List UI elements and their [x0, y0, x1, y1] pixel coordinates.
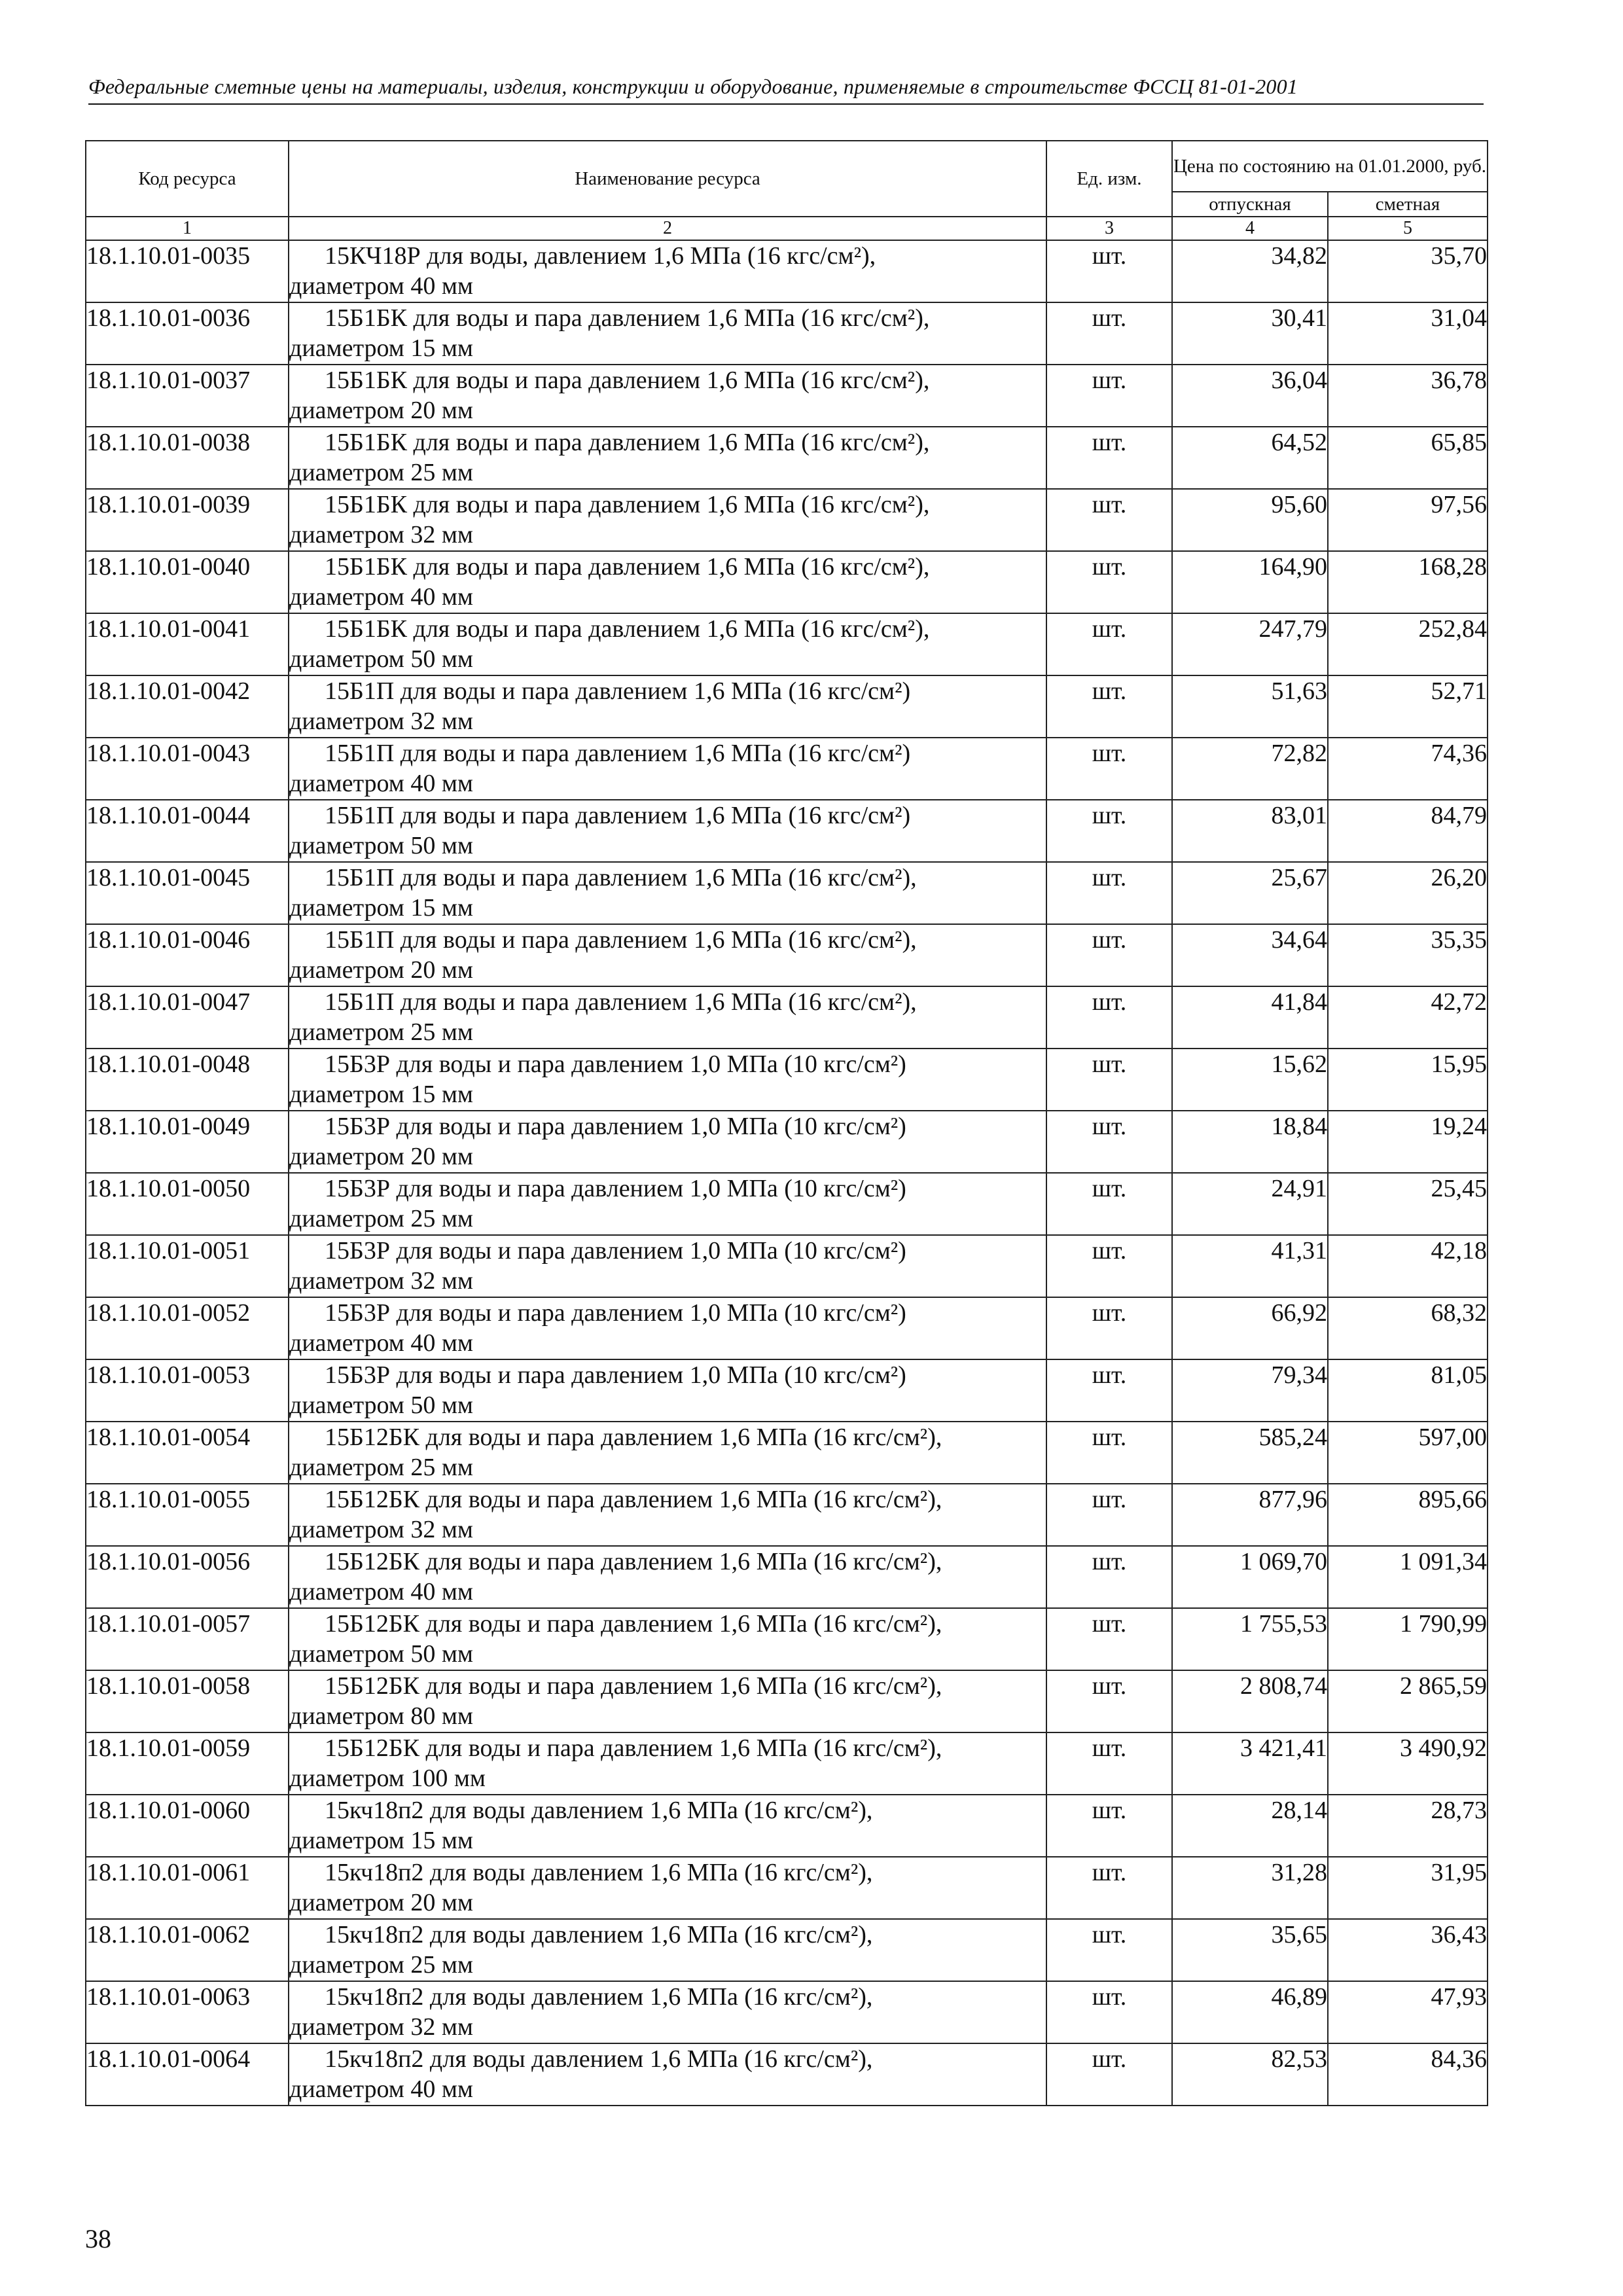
resource-code: 18.1.10.01-0046 — [86, 924, 289, 986]
release-price: 247,79 — [1172, 613, 1328, 675]
resource-name-line-2: диаметром 25 мм — [289, 1018, 473, 1046]
table-row — [86, 1857, 1488, 1919]
resource-name-line-2: диаметром 32 мм — [289, 2013, 473, 2041]
column-number-1: 1 — [86, 217, 289, 240]
table-row — [86, 675, 1488, 738]
resource-name-line-2: диаметром 20 мм — [289, 397, 473, 424]
resource-code: 18.1.10.01-0048 — [86, 1049, 289, 1111]
table-row — [86, 924, 1488, 986]
release-price: 28,14 — [1172, 1795, 1328, 1857]
column-number-3: 3 — [1046, 217, 1172, 240]
estimate-price: 35,70 — [1328, 240, 1488, 302]
resource-name — [289, 427, 1046, 489]
price-table-body — [86, 240, 1488, 2106]
release-price: 36,04 — [1172, 365, 1328, 427]
unit: шт. — [1046, 986, 1172, 1049]
resource-name — [289, 551, 1046, 613]
estimate-price: 42,18 — [1328, 1235, 1488, 1297]
estimate-price: 36,43 — [1328, 1919, 1488, 1981]
estimate-price: 65,85 — [1328, 427, 1488, 489]
table-row — [86, 302, 1488, 365]
resource-name — [289, 1919, 1046, 1981]
table-row — [86, 489, 1488, 551]
estimate-price: 3 490,92 — [1328, 1732, 1488, 1795]
unit: шт. — [1046, 675, 1172, 738]
resource-name-line-1: 15КЧ18Р для воды, давлением 1,6 МПа (16 кгс/см²), — [325, 242, 876, 270]
resource-name-line-1: 15Б1БК для воды и пара давлением 1,6 МПа (16 кгс/см²), — [325, 429, 930, 456]
release-price: 25,67 — [1172, 862, 1328, 924]
resource-name — [289, 1670, 1046, 1732]
resource-name — [289, 1422, 1046, 1484]
release-price: 18,84 — [1172, 1111, 1328, 1173]
table-row — [86, 800, 1488, 862]
table-row — [86, 986, 1488, 1049]
unit: шт. — [1046, 1981, 1172, 2043]
resource-name-line-1: 15Б3Р для воды и пара давлением 1,0 МПа (10 кгс/см²) — [325, 1175, 906, 1202]
resource-name-line-2: диаметром 25 мм — [289, 1951, 473, 1979]
release-price: 3 421,41 — [1172, 1732, 1328, 1795]
estimate-price: 2 865,59 — [1328, 1670, 1488, 1732]
release-price: 51,63 — [1172, 675, 1328, 738]
resource-name-line-1: 15Б12БК для воды и пара давлением 1,6 МПа (16 кгс/см²), — [325, 1734, 942, 1762]
resource-name — [289, 613, 1046, 675]
release-price: 31,28 — [1172, 1857, 1328, 1919]
resource-name — [289, 800, 1046, 862]
estimate-price: 52,71 — [1328, 675, 1488, 738]
table-row — [86, 1919, 1488, 1981]
unit: шт. — [1046, 1235, 1172, 1297]
resource-name — [289, 1795, 1046, 1857]
resource-name-line-2: диаметром 100 мм — [289, 1765, 486, 1792]
resource-name-line-2: диаметром 50 мм — [289, 645, 473, 673]
resource-code: 18.1.10.01-0042 — [86, 675, 289, 738]
resource-name-line-2: диаметром 40 мм — [289, 583, 473, 611]
unit: шт. — [1046, 1297, 1172, 1359]
resource-name — [289, 738, 1046, 800]
resource-name-line-2: диаметром 15 мм — [289, 1827, 473, 1854]
resource-name-line-2: диаметром 40 мм — [289, 1578, 473, 1605]
table-row — [86, 613, 1488, 675]
unit: шт. — [1046, 1173, 1172, 1235]
resource-code: 18.1.10.01-0040 — [86, 551, 289, 613]
resource-code: 18.1.10.01-0045 — [86, 862, 289, 924]
estimate-price: 19,24 — [1328, 1111, 1488, 1173]
resource-name-line-1: 15кч18п2 для воды давлением 1,6 МПа (16 кгс/см²), — [325, 1797, 873, 1824]
resource-name-line-1: 15Б1БК для воды и пара давлением 1,6 МПа (16 кгс/см²), — [325, 553, 930, 581]
column-header-price-group: Цена по состоянию на 01.01.2000, руб. — [1172, 141, 1488, 192]
resource-name-line-1: 15кч18п2 для воды давлением 1,6 МПа (16 кгс/см²), — [325, 1859, 873, 1886]
resource-name — [289, 924, 1046, 986]
estimate-price: 47,93 — [1328, 1981, 1488, 2043]
release-price: 1 755,53 — [1172, 1608, 1328, 1670]
estimate-price: 74,36 — [1328, 738, 1488, 800]
column-header-name: Наименование ресурса — [289, 141, 1046, 217]
table-row — [86, 1670, 1488, 1732]
estimate-price: 31,95 — [1328, 1857, 1488, 1919]
resource-name — [289, 1173, 1046, 1235]
resource-code: 18.1.10.01-0056 — [86, 1546, 289, 1608]
release-price: 82,53 — [1172, 2043, 1328, 2106]
release-price: 585,24 — [1172, 1422, 1328, 1484]
resource-code: 18.1.10.01-0054 — [86, 1422, 289, 1484]
table-row — [86, 862, 1488, 924]
resource-name — [289, 1857, 1046, 1919]
resource-name-line-2: диаметром 20 мм — [289, 1143, 473, 1170]
release-price: 41,84 — [1172, 986, 1328, 1049]
unit: шт. — [1046, 1111, 1172, 1173]
resource-name — [289, 240, 1046, 302]
resource-name-line-1: 15кч18п2 для воды давлением 1,6 МПа (16 кгс/см²), — [325, 1983, 873, 2011]
unit: шт. — [1046, 240, 1172, 302]
resource-code: 18.1.10.01-0052 — [86, 1297, 289, 1359]
resource-code: 18.1.10.01-0060 — [86, 1795, 289, 1857]
resource-code: 18.1.10.01-0053 — [86, 1359, 289, 1422]
unit: шт. — [1046, 2043, 1172, 2106]
resource-name — [289, 1359, 1046, 1422]
unit: шт. — [1046, 1857, 1172, 1919]
unit: шт. — [1046, 302, 1172, 365]
estimate-price: 15,95 — [1328, 1049, 1488, 1111]
resource-name-line-1: 15Б1БК для воды и пара давлением 1,6 МПа (16 кгс/см²), — [325, 615, 930, 643]
table-row — [86, 1235, 1488, 1297]
resource-name — [289, 1484, 1046, 1546]
resource-name-line-1: 15Б3Р для воды и пара давлением 1,0 МПа (10 кгс/см²) — [325, 1299, 906, 1327]
release-price: 34,64 — [1172, 924, 1328, 986]
column-header-estimate: сметная — [1328, 192, 1488, 217]
resource-name-line-2: диаметром 25 мм — [289, 459, 473, 486]
unit: шт. — [1046, 800, 1172, 862]
resource-name-line-2: диаметром 32 мм — [289, 708, 473, 735]
resource-name-line-2: диаметром 50 мм — [289, 1391, 473, 1419]
release-price: 164,90 — [1172, 551, 1328, 613]
resource-name-line-1: 15кч18п2 для воды давлением 1,6 МПа (16 кгс/см²), — [325, 1921, 873, 1948]
unit: шт. — [1046, 613, 1172, 675]
unit: шт. — [1046, 489, 1172, 551]
table-row — [86, 1359, 1488, 1422]
unit: шт. — [1046, 365, 1172, 427]
resource-code: 18.1.10.01-0061 — [86, 1857, 289, 1919]
release-price: 15,62 — [1172, 1049, 1328, 1111]
estimate-price: 1 790,99 — [1328, 1608, 1488, 1670]
unit: шт. — [1046, 1795, 1172, 1857]
column-number-5: 5 — [1328, 217, 1488, 240]
resource-code: 18.1.10.01-0064 — [86, 2043, 289, 2106]
resource-name — [289, 1111, 1046, 1173]
resource-name-line-2: диаметром 20 мм — [289, 956, 473, 984]
unit: шт. — [1046, 427, 1172, 489]
release-price: 30,41 — [1172, 302, 1328, 365]
release-price: 41,31 — [1172, 1235, 1328, 1297]
table-row — [86, 2043, 1488, 2106]
release-price: 2 808,74 — [1172, 1670, 1328, 1732]
resource-name-line-2: диаметром 50 мм — [289, 832, 473, 859]
resource-name — [289, 986, 1046, 1049]
resource-name — [289, 302, 1046, 365]
resource-name-line-2: диаметром 40 мм — [289, 770, 473, 797]
unit: шт. — [1046, 738, 1172, 800]
estimate-price: 895,66 — [1328, 1484, 1488, 1546]
resource-name — [289, 862, 1046, 924]
resource-name-line-2: диаметром 32 мм — [289, 521, 473, 548]
resource-name-line-1: 15кч18п2 для воды давлением 1,6 МПа (16 кгс/см²), — [325, 2045, 873, 2073]
resource-name-line-1: 15Б1П для воды и пара давлением 1,6 МПа (16 кгс/см²) — [325, 677, 911, 705]
resource-code: 18.1.10.01-0055 — [86, 1484, 289, 1546]
resource-name-line-1: 15Б1БК для воды и пара давлением 1,6 МПа (16 кгс/см²), — [325, 304, 930, 332]
release-price: 79,34 — [1172, 1359, 1328, 1422]
column-header-unit: Ед. изм. — [1046, 141, 1172, 217]
release-price: 64,52 — [1172, 427, 1328, 489]
resource-name-line-2: диаметром 15 мм — [289, 894, 473, 922]
resource-name-line-2: диаметром 40 мм — [289, 272, 473, 300]
release-price: 34,82 — [1172, 240, 1328, 302]
resource-code: 18.1.10.01-0058 — [86, 1670, 289, 1732]
release-price: 83,01 — [1172, 800, 1328, 862]
resource-code: 18.1.10.01-0051 — [86, 1235, 289, 1297]
estimate-price: 35,35 — [1328, 924, 1488, 986]
resource-code: 18.1.10.01-0035 — [86, 240, 289, 302]
resource-name — [289, 1049, 1046, 1111]
unit: шт. — [1046, 1732, 1172, 1795]
resource-name-line-2: диаметром 40 мм — [289, 1329, 473, 1357]
resource-name — [289, 489, 1046, 551]
column-header-code: Код ресурса — [86, 141, 289, 217]
resource-name-line-1: 15Б3Р для воды и пара давлением 1,0 МПа (10 кгс/см²) — [325, 1237, 906, 1265]
table-row — [86, 738, 1488, 800]
price-table-header — [86, 141, 1488, 240]
table-row — [86, 1422, 1488, 1484]
estimate-price: 168,28 — [1328, 551, 1488, 613]
resource-name-line-1: 15Б1П для воды и пара давлением 1,6 МПа (16 кгс/см²), — [325, 988, 917, 1016]
estimate-price: 81,05 — [1328, 1359, 1488, 1422]
estimate-price: 84,36 — [1328, 2043, 1488, 2106]
resource-name-line-2: диаметром 25 мм — [289, 1205, 473, 1232]
resource-code: 18.1.10.01-0039 — [86, 489, 289, 551]
estimate-price: 42,72 — [1328, 986, 1488, 1049]
table-row — [86, 365, 1488, 427]
running-header: Федеральные сметные цены на материалы, изделия, конструкции и оборудование, применяемые в строительстве ФССЦ 81-01-2001 — [88, 73, 1484, 105]
column-number-4: 4 — [1172, 217, 1328, 240]
resource-code: 18.1.10.01-0043 — [86, 738, 289, 800]
table-row — [86, 1111, 1488, 1173]
table-row — [86, 1049, 1488, 1111]
resource-name — [289, 2043, 1046, 2106]
table-row — [86, 427, 1488, 489]
resource-code: 18.1.10.01-0038 — [86, 427, 289, 489]
resource-name-line-1: 15Б1БК для воды и пара давлением 1,6 МПа (16 кгс/см²), — [325, 367, 930, 394]
table-row — [86, 1546, 1488, 1608]
release-price: 72,82 — [1172, 738, 1328, 800]
estimate-price: 84,79 — [1328, 800, 1488, 862]
resource-code: 18.1.10.01-0044 — [86, 800, 289, 862]
resource-name-line-1: 15Б12БК для воды и пара давлением 1,6 МПа (16 кгс/см²), — [325, 1486, 942, 1513]
resource-code: 18.1.10.01-0049 — [86, 1111, 289, 1173]
resource-name — [289, 1546, 1046, 1608]
resource-name-line-1: 15Б12БК для воды и пара давлением 1,6 МПа (16 кгс/см²), — [325, 1610, 942, 1638]
table-row — [86, 1608, 1488, 1670]
price-table — [85, 140, 1488, 2106]
table-row — [86, 1173, 1488, 1235]
release-price: 66,92 — [1172, 1297, 1328, 1359]
unit: шт. — [1046, 1919, 1172, 1981]
resource-name — [289, 1235, 1046, 1297]
resource-code: 18.1.10.01-0041 — [86, 613, 289, 675]
resource-code: 18.1.10.01-0037 — [86, 365, 289, 427]
resource-name-line-1: 15Б3Р для воды и пара давлением 1,0 МПа (10 кгс/см²) — [325, 1361, 906, 1389]
resource-name-line-2: диаметром 80 мм — [289, 1702, 473, 1730]
unit: шт. — [1046, 1422, 1172, 1484]
release-price: 1 069,70 — [1172, 1546, 1328, 1608]
resource-name-line-1: 15Б1П для воды и пара давлением 1,6 МПа (16 кгс/см²) — [325, 802, 911, 829]
release-price: 24,91 — [1172, 1173, 1328, 1235]
resource-name-line-2: диаметром 50 мм — [289, 1640, 473, 1668]
resource-name-line-1: 15Б12БК для воды и пара давлением 1,6 МПа (16 кгс/см²), — [325, 1548, 942, 1575]
page-number: 38 — [85, 2224, 111, 2253]
unit: шт. — [1046, 1670, 1172, 1732]
unit: шт. — [1046, 1359, 1172, 1422]
column-number-2: 2 — [289, 217, 1046, 240]
resource-name-line-1: 15Б1БК для воды и пара давлением 1,6 МПа (16 кгс/см²), — [325, 491, 930, 518]
table-row — [86, 551, 1488, 613]
resource-name — [289, 1297, 1046, 1359]
estimate-price: 25,45 — [1328, 1173, 1488, 1235]
resource-name-line-2: диаметром 32 мм — [289, 1516, 473, 1543]
table-row — [86, 1484, 1488, 1546]
resource-name-line-1: 15Б12БК для воды и пара давлением 1,6 МПа (16 кгс/см²), — [325, 1672, 942, 1700]
resource-code: 18.1.10.01-0050 — [86, 1173, 289, 1235]
table-row — [86, 1297, 1488, 1359]
resource-name-line-2: диаметром 15 мм — [289, 334, 473, 362]
unit: шт. — [1046, 551, 1172, 613]
estimate-price: 68,32 — [1328, 1297, 1488, 1359]
resource-name — [289, 675, 1046, 738]
release-price: 46,89 — [1172, 1981, 1328, 2043]
resource-name — [289, 365, 1046, 427]
unit: шт. — [1046, 1049, 1172, 1111]
resource-code: 18.1.10.01-0062 — [86, 1919, 289, 1981]
resource-name-line-2: диаметром 40 мм — [289, 2075, 473, 2103]
release-price: 95,60 — [1172, 489, 1328, 551]
unit: шт. — [1046, 1608, 1172, 1670]
estimate-price: 597,00 — [1328, 1422, 1488, 1484]
unit: шт. — [1046, 1484, 1172, 1546]
resource-name-line-2: диаметром 32 мм — [289, 1267, 473, 1295]
resource-name-line-2: диаметром 20 мм — [289, 1889, 473, 1916]
resource-code: 18.1.10.01-0057 — [86, 1608, 289, 1670]
resource-name-line-1: 15Б3Р для воды и пара давлением 1,0 МПа (10 кгс/см²) — [325, 1113, 906, 1140]
table-row — [86, 240, 1488, 302]
release-price: 877,96 — [1172, 1484, 1328, 1546]
table-row — [86, 1732, 1488, 1795]
resource-code: 18.1.10.01-0047 — [86, 986, 289, 1049]
estimate-price: 36,78 — [1328, 365, 1488, 427]
resource-name — [289, 1981, 1046, 2043]
estimate-price: 28,73 — [1328, 1795, 1488, 1857]
resource-name-line-2: диаметром 25 мм — [289, 1454, 473, 1481]
resource-name-line-1: 15Б3Р для воды и пара давлением 1,0 МПа (10 кгс/см²) — [325, 1050, 906, 1078]
resource-name-line-2: диаметром 15 мм — [289, 1081, 473, 1108]
estimate-price: 252,84 — [1328, 613, 1488, 675]
resource-name-line-1: 15Б1П для воды и пара давлением 1,6 МПа (16 кгс/см²), — [325, 864, 917, 891]
resource-name-line-1: 15Б1П для воды и пара давлением 1,6 МПа (16 кгс/см²), — [325, 926, 917, 954]
unit: шт. — [1046, 924, 1172, 986]
table-row — [86, 1795, 1488, 1857]
resource-name-line-1: 15Б12БК для воды и пара давлением 1,6 МПа (16 кгс/см²), — [325, 1424, 942, 1451]
estimate-price: 26,20 — [1328, 862, 1488, 924]
table-row — [86, 1981, 1488, 2043]
resource-name — [289, 1608, 1046, 1670]
resource-code: 18.1.10.01-0059 — [86, 1732, 289, 1795]
estimate-price: 97,56 — [1328, 489, 1488, 551]
unit: шт. — [1046, 862, 1172, 924]
resource-code: 18.1.10.01-0063 — [86, 1981, 289, 2043]
release-price: 35,65 — [1172, 1919, 1328, 1981]
resource-code: 18.1.10.01-0036 — [86, 302, 289, 365]
column-header-release: отпускная — [1172, 192, 1328, 217]
resource-name-line-1: 15Б1П для воды и пара давлением 1,6 МПа (16 кгс/см²) — [325, 740, 911, 767]
estimate-price: 1 091,34 — [1328, 1546, 1488, 1608]
unit: шт. — [1046, 1546, 1172, 1608]
resource-name — [289, 1732, 1046, 1795]
estimate-price: 31,04 — [1328, 302, 1488, 365]
